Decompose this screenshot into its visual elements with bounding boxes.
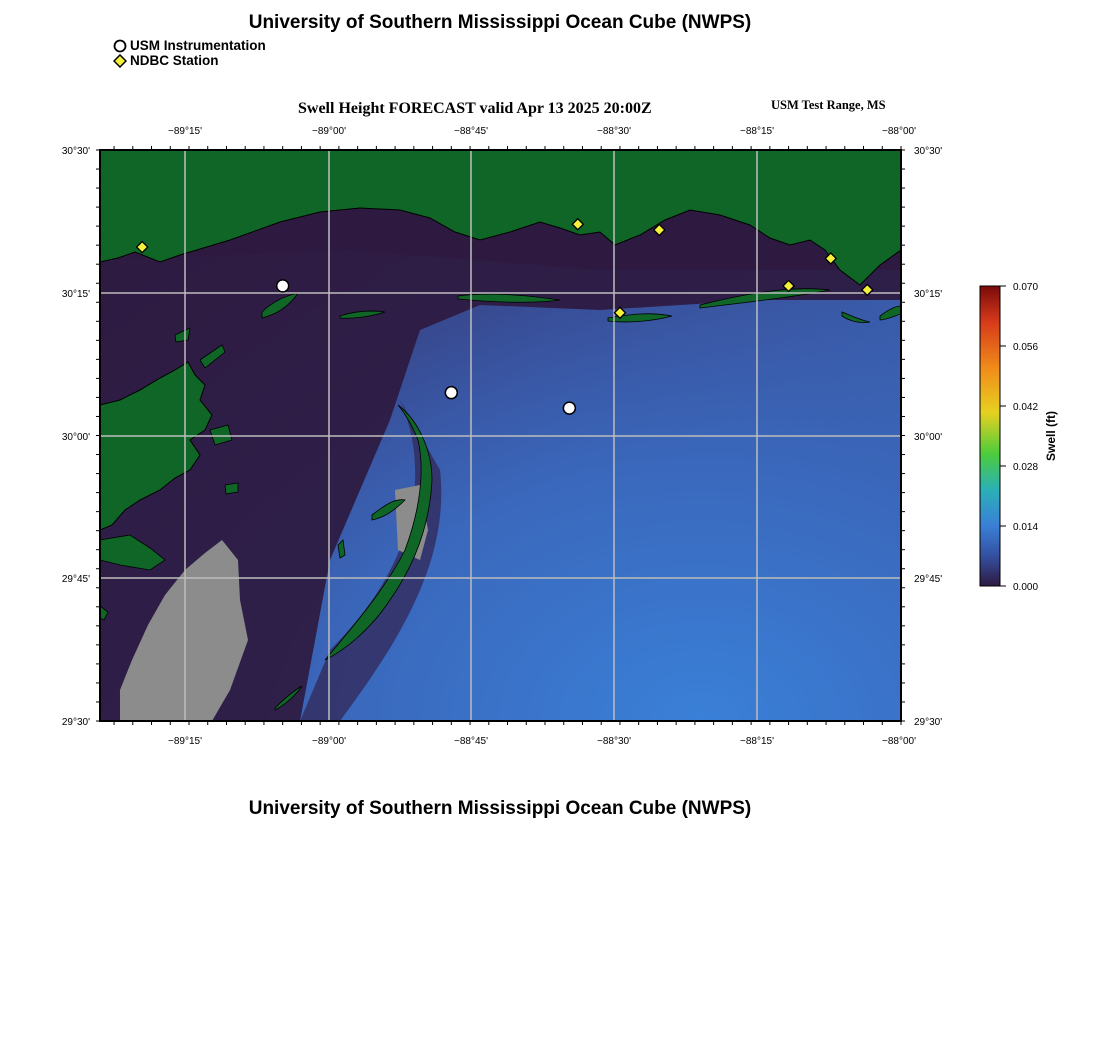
lat-tick-label: 29°45'	[61, 574, 90, 585]
colorbar	[980, 282, 1058, 593]
lon-tick-label: −88°45'	[454, 126, 488, 137]
colorbar-tick: 0.070	[1013, 282, 1039, 293]
lon-tick-label: −88°00'	[882, 736, 916, 747]
lon-tick-label: −89°15'	[168, 736, 202, 747]
lat-tick-label: 30°30'	[914, 146, 943, 157]
lat-tick-label: 30°00'	[914, 432, 943, 443]
lat-tick-label: 29°30'	[61, 717, 90, 728]
colorbar-tick: 0.042	[1013, 402, 1039, 413]
usm-station-marker[interactable]	[563, 402, 575, 414]
page-title-repeat: University of Southern Mississippi Ocean Cube (NWPS)	[248, 798, 752, 819]
colorbar-tick: 0.000	[1013, 582, 1039, 593]
usm-station-marker[interactable]	[445, 387, 457, 399]
lon-tick-label: −89°00'	[312, 126, 346, 137]
colorbar-ramp	[980, 286, 1000, 586]
page-title: University of Southern Mississippi Ocean Cube (NWPS)	[248, 12, 752, 33]
lat-tick-label: 29°30'	[914, 717, 943, 728]
map-area	[100, 150, 901, 721]
lon-tick-label: −88°30'	[597, 736, 631, 747]
map-title: Swell Height FORECAST valid Apr 13 2025 20:00Z	[298, 100, 652, 117]
colorbar-tick: 0.014	[1013, 522, 1039, 533]
lon-tick-label: −88°15'	[740, 736, 774, 747]
colorbar-tick: 0.056	[1013, 342, 1039, 353]
lon-tick-label: −89°00'	[312, 736, 346, 747]
region-label: USM Test Range, MS	[771, 98, 886, 112]
lat-tick-label: 30°15'	[914, 289, 943, 300]
lon-tick-label: −88°15'	[740, 126, 774, 137]
lat-tick-label: 30°00'	[61, 432, 90, 443]
lon-tick-label: −88°45'	[454, 736, 488, 747]
colorbar-tick: 0.028	[1013, 462, 1039, 473]
lat-tick-label: 29°45'	[914, 574, 943, 585]
lat-tick-label: 30°15'	[61, 289, 90, 300]
lat-tick-label: 30°30'	[61, 146, 90, 157]
legend-usm-label: USM Instrumentation	[130, 38, 266, 53]
marsh-islet-5	[225, 483, 238, 494]
usm-station-marker[interactable]	[277, 280, 289, 292]
lon-tick-label: −89°15'	[168, 126, 202, 137]
lon-tick-label: −88°00'	[882, 126, 916, 137]
colorbar-label: Swell (ft)	[1044, 411, 1058, 461]
legend-ndbc-label: NDBC Station	[130, 53, 219, 68]
lon-tick-label: −88°30'	[597, 126, 631, 137]
